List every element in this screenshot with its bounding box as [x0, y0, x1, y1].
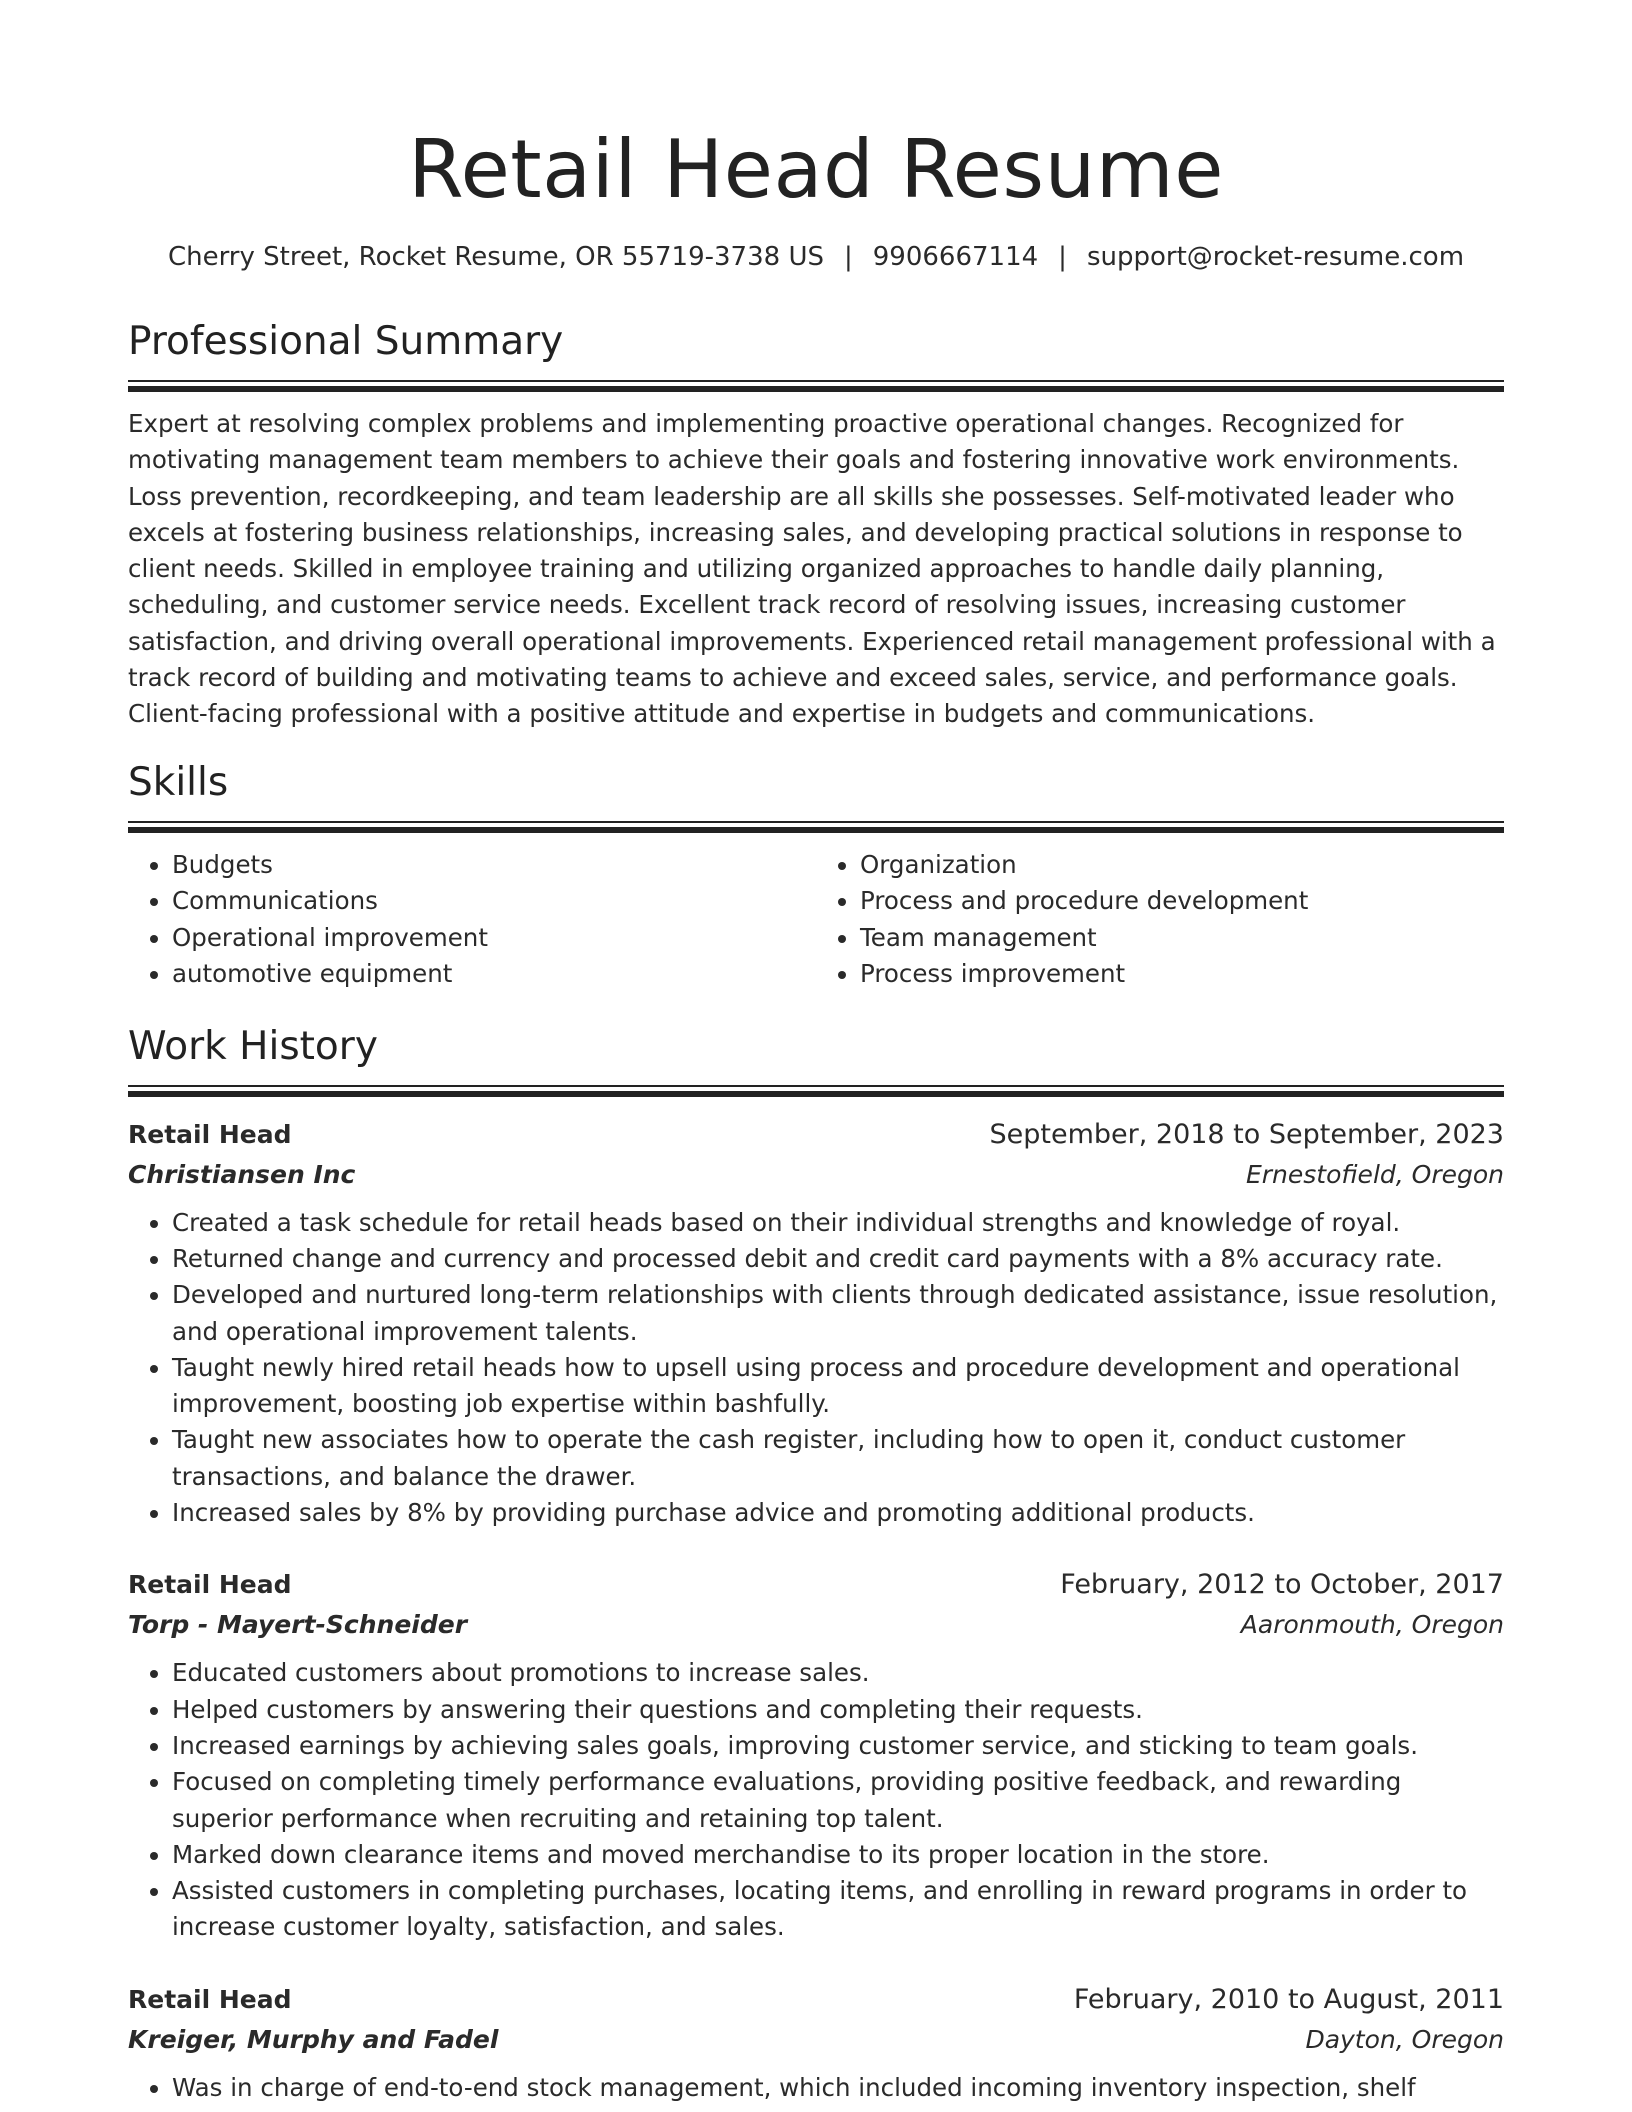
skill-item: • Communications	[172, 883, 816, 920]
job-duties-list	[128, 2070, 1504, 2106]
job-duty: • Helped customers by answering their questions and completing their requests.	[172, 1692, 1504, 1728]
section-heading-summary: Professional Summary	[128, 319, 564, 364]
contact-address: Cherry Street, Rocket Resume, OR 55719-3738 US	[167, 242, 824, 272]
skill-item: • Process and procedure development	[860, 883, 1504, 920]
job-dates: February, 2012 to October, 2017	[1060, 1569, 1504, 1601]
resume-title: Retail Head Resume	[408, 123, 1224, 216]
job-duty: • Assisted customers in completing purchases, locating items, and enrolling in reward programs in order to increase customer loyalty, satisfaction, and sales.	[172, 1873, 1504, 1946]
section-divider	[128, 821, 1504, 833]
contact-email: support@rocket-resume.com	[1086, 242, 1465, 272]
job-dates: September, 2018 to September, 2023	[989, 1118, 1504, 1150]
work-history-section	[128, 1023, 1504, 2106]
job-header-row	[128, 1115, 1504, 1155]
section-divider	[128, 1085, 1504, 1097]
job-duty: • Taught new associates how to operate the cash register, including how to open it, conduct customer transactions, and balance the drawer.	[172, 1422, 1504, 1495]
section-divider	[128, 380, 1504, 392]
job-duty: • Focused on completing timely performance evaluations, providing positive feedback, and rewarding superior performance when recruiting and retaining top talent.	[172, 1764, 1504, 1837]
resume-page	[128, 0, 1504, 2106]
contact-phone: 9906667114	[872, 242, 1039, 272]
skill-item: • Process improvement	[860, 956, 1504, 993]
skill-item: • automotive equipment	[172, 956, 816, 993]
skills-list-right	[816, 847, 1504, 993]
skills-list-left	[128, 847, 816, 993]
skill-item: • Budgets	[172, 847, 816, 884]
job-company: Torp - Mayert-Schneider	[128, 1610, 468, 1640]
job-title: Retail Head	[128, 1119, 292, 1149]
contact-separator: |	[1058, 242, 1067, 272]
job-header-row	[128, 1980, 1504, 2020]
section-heading-work-history: Work History	[128, 1023, 378, 1069]
professional-summary-section	[128, 318, 1504, 733]
section-heading-skills: Skills	[128, 759, 229, 805]
job-duty: • Taught newly hired retail heads how to upsell using process and procedure development and operational improvement, boosting job expertise within bashfully.	[172, 1350, 1504, 1423]
job-duties-list	[128, 1655, 1504, 1945]
job-duty: • Returned change and currency and processed debit and credit card payments with a 8% accuracy rate.	[172, 1241, 1504, 1277]
job-duty: • Created a task schedule for retail heads based on their individual strengths and knowledge of royal.	[172, 1205, 1504, 1241]
job-dates: February, 2010 to August, 2011	[1073, 1983, 1504, 2015]
job-company: Christiansen Inc	[128, 1159, 356, 1189]
job-company-row	[128, 1155, 1504, 1195]
summary-text: Expert at resolving complex problems and implementing proactive operational changes. Recognized for motivating management team members to achieve their goals and fostering innovative work environments. Loss prevention, recordkeeping, and team leadership are all skills she possesses. Self-motivated leader who excels at fostering business relationships, increasing sales, and developing practical solutions in response to client needs. Skilled in employee training and utilizing organized approaches to handle daily planning, scheduling, and customer service needs. Excellent track record of resolving issues, increasing customer satisfaction, and driving overall operational improvements. Experienced retail management professional with a track record of building and motivating teams to achieve and exceed sales, service, and performance goals. Client-facing professional with a positive attitude and expertise in budgets and communications.	[128, 409, 1496, 729]
job-company-row	[128, 1605, 1504, 1645]
skills-section	[128, 759, 1504, 993]
job-entry	[128, 1980, 1504, 2106]
skills-grid	[128, 847, 1504, 993]
job-location: Dayton, Oregon	[1305, 2024, 1504, 2054]
job-title: Retail Head	[128, 1984, 292, 2014]
job-duty: • Marked down clearance items and moved merchandise to its proper location in the store.	[172, 1837, 1504, 1873]
job-title: Retail Head	[128, 1570, 292, 1600]
job-entry	[128, 1115, 1504, 1532]
job-location: Aaronmouth, Oregon	[1240, 1610, 1504, 1640]
contact-line	[128, 240, 1504, 274]
skill-item: • Team management	[860, 920, 1504, 957]
job-duty: • Increased sales by 8% by providing purchase advice and promoting additional products.	[172, 1495, 1504, 1531]
job-duty: • Increased earnings by achieving sales goals, improving customer service, and sticking to team goals.	[172, 1728, 1504, 1764]
job-duty: • Developed and nurtured long-term relationships with clients through dedicated assistance, issue resolution, and operational improvement talents.	[172, 1277, 1504, 1350]
job-header-row	[128, 1565, 1504, 1605]
job-entry	[128, 1565, 1504, 1945]
job-location: Ernestofield, Oregon	[1245, 1159, 1504, 1189]
job-duties-list	[128, 1205, 1504, 1532]
skill-item: • Operational improvement	[172, 920, 816, 957]
job-company-row	[128, 2020, 1504, 2060]
job-duty: • Was in charge of end-to-end stock management, which included incoming inventory inspection, shelf	[172, 2070, 1504, 2106]
job-company: Kreiger, Murphy and Fadel	[128, 2024, 499, 2054]
job-duty: • Educated customers about promotions to increase sales.	[172, 1655, 1504, 1691]
contact-separator: |	[843, 242, 853, 272]
skill-item: • Organization	[860, 847, 1504, 884]
